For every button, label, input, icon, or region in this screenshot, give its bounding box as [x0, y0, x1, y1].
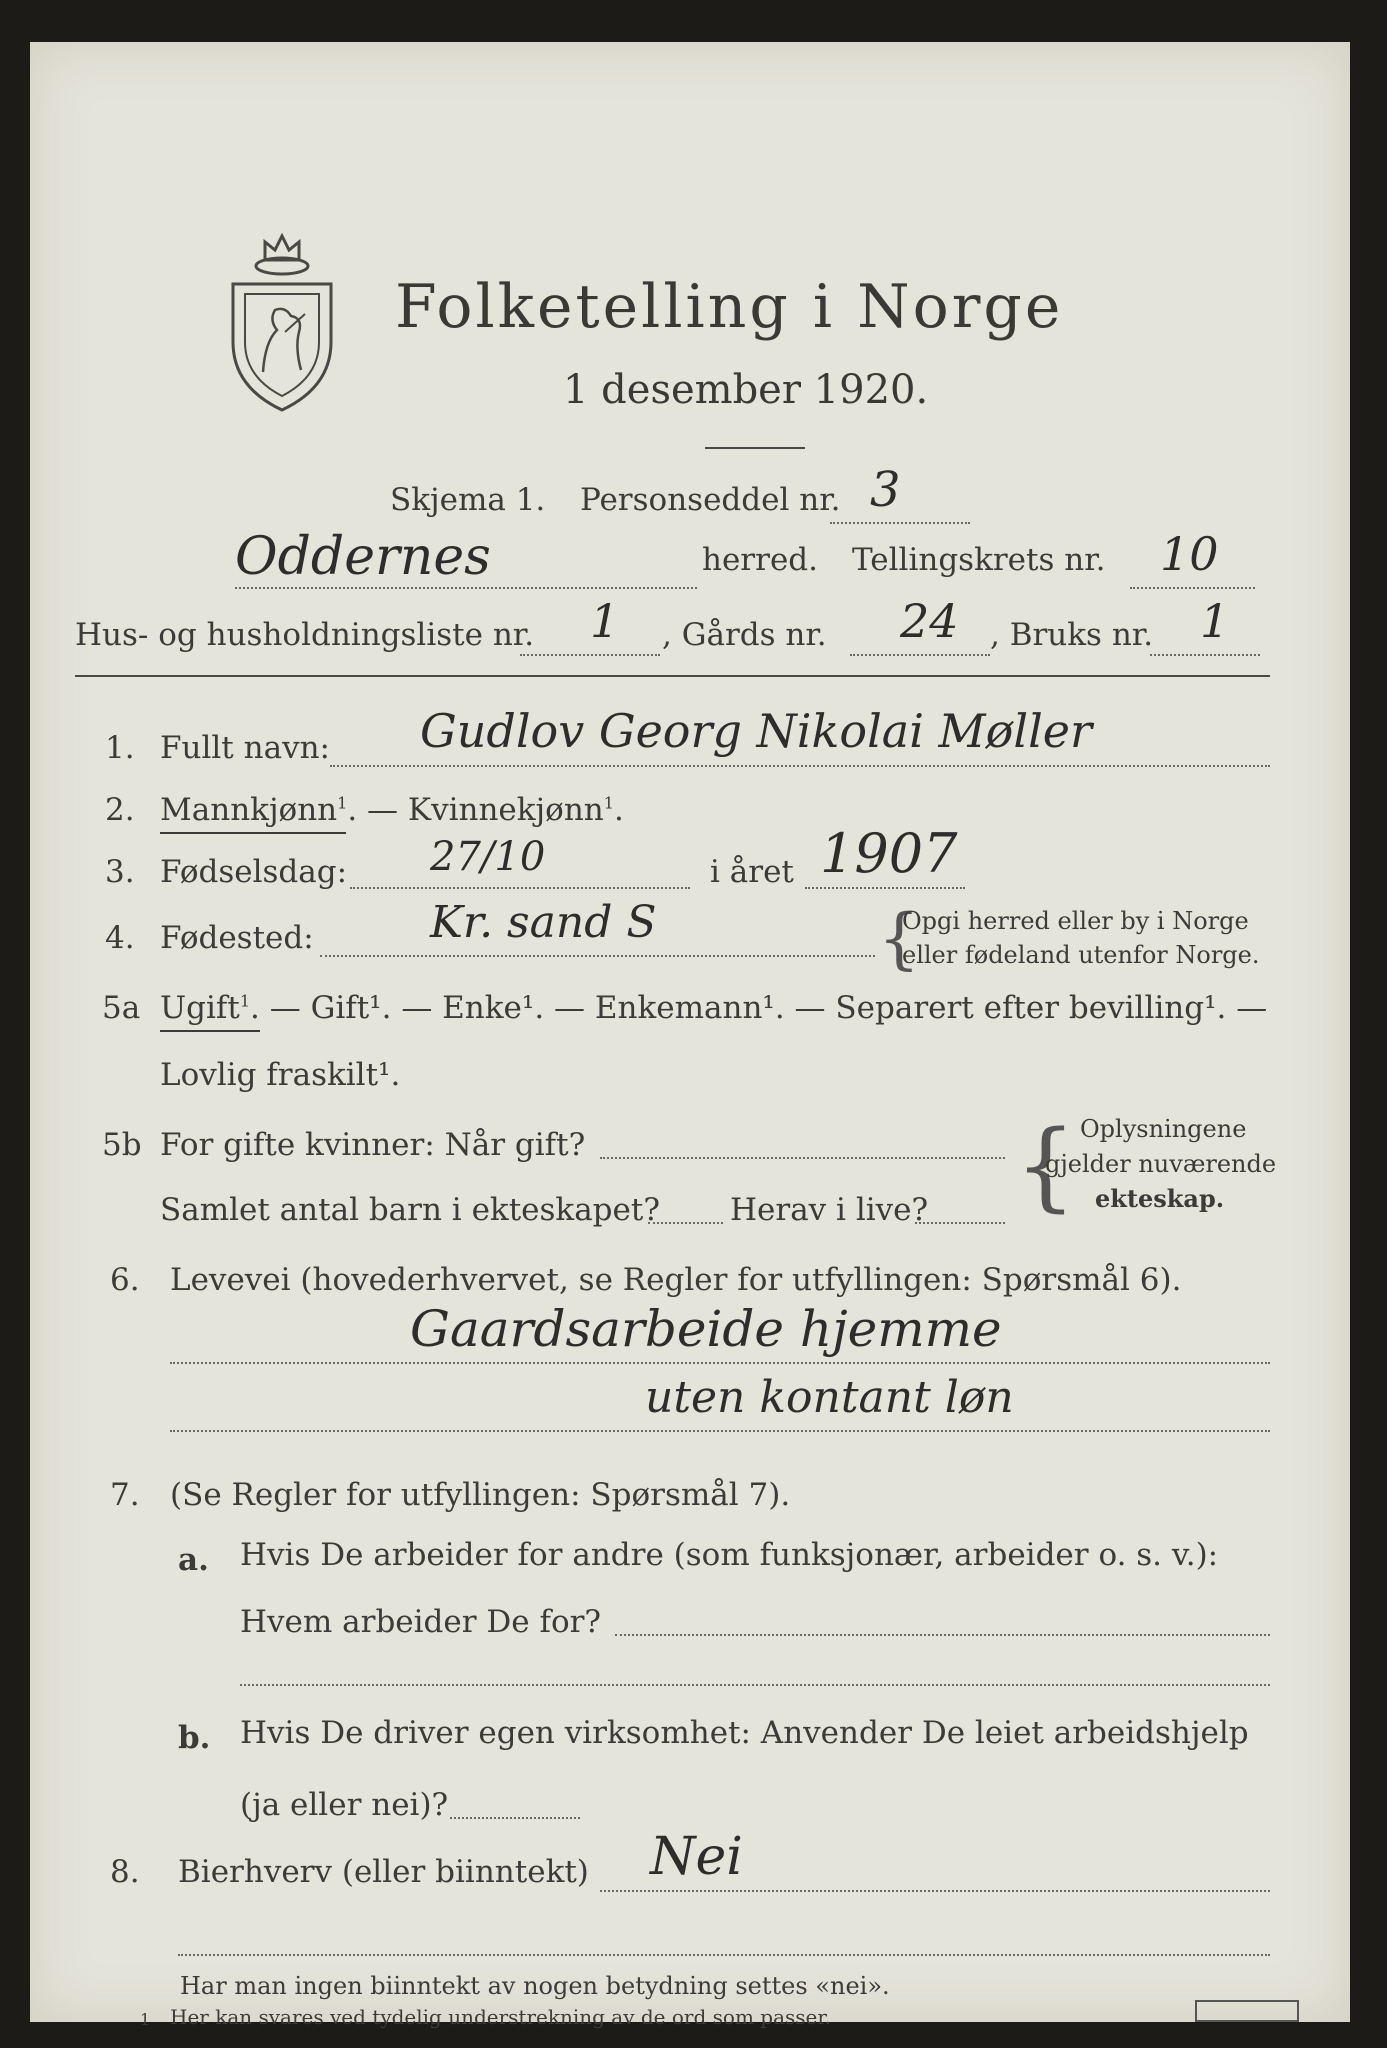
skjema-label: Skjema 1.: [390, 482, 546, 518]
q5b-brace: {: [1015, 1110, 1077, 1222]
birthday-line: [350, 887, 690, 889]
q1-label: Fullt navn:: [160, 730, 330, 766]
q5b-alive-line: [915, 1222, 1005, 1224]
birth-year-line: [805, 887, 965, 889]
q6-number: 6.: [110, 1262, 140, 1298]
footnote-mark: 1: [140, 2010, 151, 2029]
form-date: 1 desember 1920.: [563, 367, 929, 413]
bruks-label: , Bruks nr.: [990, 617, 1154, 653]
herred-line: [235, 587, 697, 589]
full-name-line: [330, 765, 1270, 767]
occupation-line-1: [170, 1362, 1270, 1364]
q5b-children-label: Samlet antal barn i ekteskapet?: [160, 1192, 660, 1228]
q7b-letter: b.: [178, 1720, 211, 1756]
q4-note-1: Opgi herred eller by i Norge: [902, 907, 1249, 935]
q5b-children-line: [648, 1222, 723, 1224]
footnote-text: Her kan svares ved tydelig understrekning av de ord som passer.: [170, 2005, 832, 2029]
birthplace-value[interactable]: Kr. sand S: [430, 897, 657, 948]
birth-year-value[interactable]: 1907: [820, 822, 958, 885]
q8-number: 8.: [110, 1854, 140, 1890]
q4-label: Fødested:: [160, 920, 314, 956]
tellingskrets-line: [1130, 587, 1255, 589]
herred-value[interactable]: Oddernes: [235, 527, 491, 587]
female-option[interactable]: Kvinnekjønn: [407, 792, 604, 828]
q2-number: 2.: [105, 792, 135, 828]
coat-of-arms-icon: [225, 222, 340, 412]
census-form-page: [30, 42, 1350, 2029]
title-divider: [705, 447, 805, 449]
birthplace-line: [320, 955, 875, 957]
footer-note: Har man ingen biinntekt av nogen betydning settes «nei».: [180, 1972, 890, 2000]
q5a-number: 5a: [102, 990, 141, 1026]
full-name-value[interactable]: Gudlov Georg Nikolai Møller: [420, 704, 1092, 758]
bruks-line: [1150, 654, 1260, 656]
ugift-option[interactable]: Ugift: [160, 990, 240, 1026]
q7b-answer-label: (ja eller nei)?: [240, 1787, 449, 1823]
q8-label: Bierhverv (eller biinntekt): [178, 1854, 589, 1890]
q5b-when-married-line: [600, 1157, 1005, 1159]
q3-label: Fødselsdag:: [160, 854, 348, 890]
q5b-alive-label: Herav i live?: [730, 1192, 929, 1228]
q1-number: 1.: [105, 730, 135, 766]
q7b-answer-line: [450, 1817, 580, 1819]
printer-stamp: [1195, 2000, 1299, 2022]
husholdningsliste-label: Hus- og husholdningsliste nr.: [75, 617, 535, 653]
q7-label: (Se Regler for utfyllingen: Spørsmål 7).: [170, 1477, 791, 1513]
q4-brace: {: [878, 900, 920, 977]
q5b-note-2: gjelder nuværende: [1045, 1150, 1277, 1178]
birthday-value[interactable]: 27/10: [430, 834, 546, 880]
personseddel-value[interactable]: 3: [870, 462, 901, 518]
q4-note-2: eller fødeland utenfor Norge.: [902, 941, 1260, 969]
tellingskrets-value[interactable]: 10: [1160, 527, 1219, 581]
herred-label: herred.: [702, 542, 818, 578]
male-underline: [160, 832, 346, 834]
q5b-note-1: Oplysningene: [1080, 1115, 1247, 1143]
q3-number: 3.: [105, 854, 135, 890]
occupation-value-2[interactable]: uten kontant løn: [645, 1372, 1014, 1423]
year-label: i året: [710, 854, 794, 890]
gards-value[interactable]: 24: [900, 594, 959, 648]
q5b-when-married-label: For gifte kvinner: Når gift?: [160, 1127, 586, 1163]
side-income-line-2: [178, 1954, 1270, 1956]
q7b-label: Hvis De driver egen virksomhet: Anvender De leiet arbeidshjelp: [240, 1715, 1249, 1751]
q2-options: Mannkjønn$^1$. — Kvinnekjønn$^1$.: [160, 792, 624, 828]
q7a-employer-label: Hvem arbeider De for?: [240, 1604, 602, 1640]
q6-label: Levevei (hovederhvervet, se Regler for utfyllingen: Spørsmål 6).: [170, 1262, 1182, 1298]
form-title: Folketelling i Norge: [395, 272, 1064, 342]
q7a-label: Hvis De arbeider for andre (som funksjonær, arbeider o. s. v.):: [240, 1537, 1219, 1573]
male-option[interactable]: Mannkjønn: [160, 792, 338, 828]
q7a-employer-line: [615, 1634, 1270, 1636]
side-income-value[interactable]: Nei: [650, 1827, 743, 1887]
header-divider: [75, 675, 1270, 677]
husholdningsliste-line: [520, 654, 660, 656]
gards-label: , Gårds nr.: [662, 617, 827, 653]
q7a-employer-line-2: [240, 1684, 1270, 1686]
tellingskrets-label: Tellingskrets nr.: [852, 542, 1106, 578]
q7-number: 7.: [110, 1477, 140, 1513]
personseddel-line: [830, 522, 970, 524]
bruks-value[interactable]: 1: [1200, 594, 1230, 648]
q5a-line2: Lovlig fraskilt¹.: [160, 1057, 401, 1093]
q7a-letter: a.: [178, 1542, 209, 1578]
q4-number: 4.: [105, 920, 135, 956]
q5b-number: 5b: [102, 1127, 142, 1163]
q5a-options: Ugift$^1$. — Gift¹. — Enke¹. — Enkemann¹. — Separert efter bevilling¹. —: [160, 990, 1268, 1026]
husholdningsliste-value[interactable]: 1: [590, 594, 620, 648]
ugift-underline: [160, 1030, 260, 1032]
occupation-value-1[interactable]: Gaardsarbeide hjemme: [410, 1300, 1002, 1358]
occupation-line-2: [170, 1430, 1270, 1432]
q5b-note-3: ekteskap.: [1095, 1184, 1225, 1213]
side-income-line: [600, 1890, 1270, 1892]
personseddel-label: Personseddel nr.: [580, 482, 841, 518]
gards-line: [850, 654, 990, 656]
